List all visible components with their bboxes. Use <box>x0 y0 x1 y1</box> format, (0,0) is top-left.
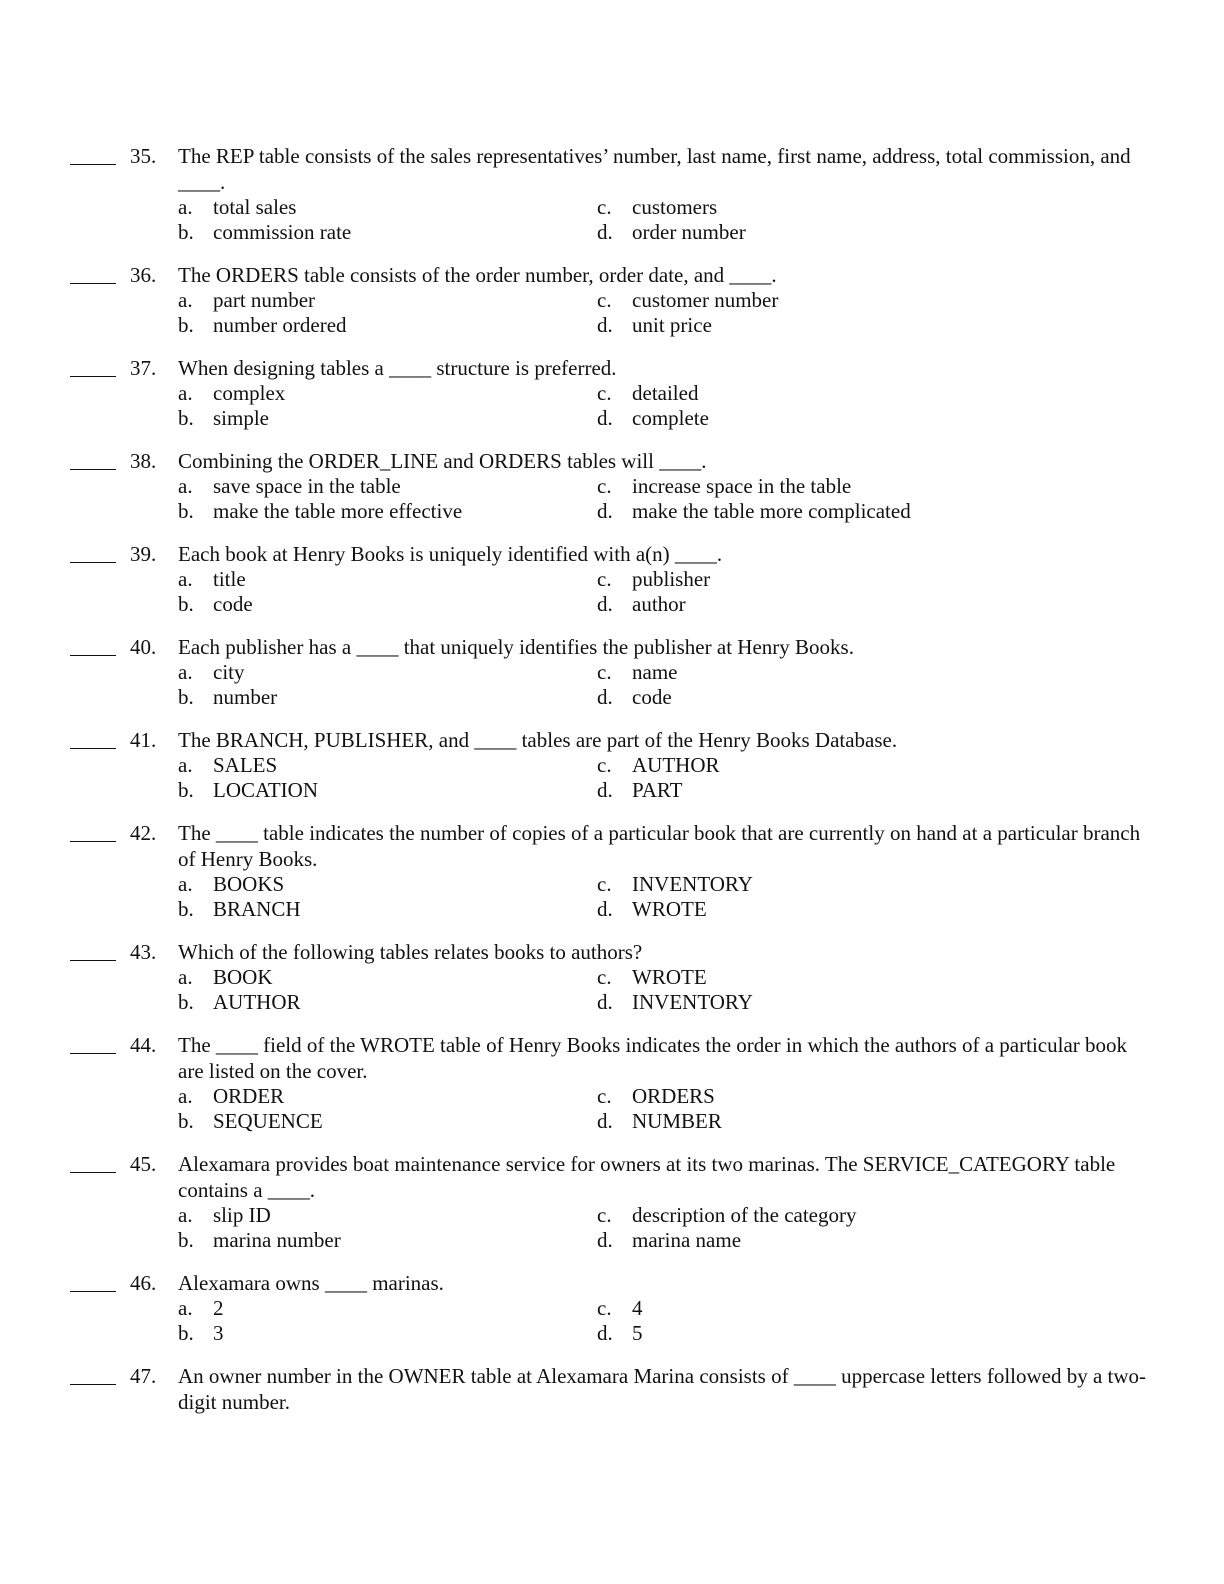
question-stem <box>0 541 1224 567</box>
answer-option <box>178 1321 597 1346</box>
option-text: number ordered <box>213 313 347 337</box>
answer-option <box>178 567 597 592</box>
question-item <box>0 448 1224 524</box>
option-text: commission rate <box>213 220 352 244</box>
question-item <box>0 1270 1224 1346</box>
answer-options <box>178 474 1148 524</box>
question-number: 44. <box>130 1033 157 1057</box>
answer-option <box>597 592 1017 617</box>
option-text: SALES <box>213 753 278 777</box>
question-stem <box>0 727 1224 753</box>
answer-blank[interactable] <box>70 1053 116 1054</box>
option-text: marina number <box>213 1228 341 1252</box>
option-letter: d. <box>597 499 613 523</box>
option-text: complete <box>632 406 709 430</box>
option-letter: c. <box>597 288 612 312</box>
answer-option <box>178 381 597 406</box>
option-letter: a. <box>178 381 193 405</box>
question-number: 45. <box>130 1152 157 1176</box>
answer-options <box>178 660 1148 710</box>
option-letter: d. <box>597 685 613 709</box>
answer-option <box>178 1109 597 1134</box>
question-text: Combining the ORDER_LINE and ORDERS tables will ____. <box>178 449 707 473</box>
option-letter: b. <box>178 406 194 430</box>
option-text: author <box>632 592 686 616</box>
option-letter: a. <box>178 1203 193 1227</box>
answer-option <box>597 778 1017 803</box>
answer-option <box>178 1084 597 1109</box>
option-text: slip ID <box>213 1203 271 1227</box>
question-number: 47. <box>130 1364 157 1388</box>
answer-options <box>178 567 1148 617</box>
answer-option <box>178 313 597 338</box>
option-text: marina name <box>632 1228 742 1252</box>
option-text: total sales <box>213 195 297 219</box>
option-text: NUMBER <box>632 1109 722 1133</box>
answer-options <box>178 872 1148 922</box>
question-item <box>0 262 1224 338</box>
question-text: Alexamara provides boat maintenance service for owners at its two marinas. The SERVICE_CATEGORY table contains a ____. <box>178 1152 1116 1202</box>
option-letter: d. <box>597 990 613 1014</box>
answer-option <box>178 406 597 431</box>
option-letter: d. <box>597 1228 613 1252</box>
option-letter: c. <box>597 660 612 684</box>
answer-option <box>178 778 597 803</box>
answer-options <box>178 381 1148 431</box>
question-item <box>0 634 1224 710</box>
answer-option <box>178 660 597 685</box>
answer-options <box>178 195 1148 245</box>
answer-option <box>597 660 1017 685</box>
option-letter: c. <box>597 1296 612 1320</box>
option-letter: b. <box>178 897 194 921</box>
answer-option <box>597 685 1017 710</box>
answer-option <box>178 965 597 990</box>
option-letter: a. <box>178 288 193 312</box>
option-letter: b. <box>178 1228 194 1252</box>
question-number: 35. <box>130 144 157 168</box>
option-text: increase space in the table <box>632 474 852 498</box>
option-text: SEQUENCE <box>213 1109 323 1133</box>
answer-option <box>178 1228 597 1253</box>
question-text: An owner number in the OWNER table at Alexamara Marina consists of ____ uppercase letters followed by a two-digit number. <box>178 1364 1147 1414</box>
answer-option <box>178 1203 597 1228</box>
option-text: description of the category <box>632 1203 857 1227</box>
question-text: When designing tables a ____ structure is preferred. <box>178 356 617 380</box>
answer-options <box>178 1084 1148 1134</box>
answer-option <box>597 897 1017 922</box>
exam-page <box>0 143 1224 1432</box>
answer-option <box>597 965 1017 990</box>
question-stem <box>0 1363 1224 1415</box>
answer-option <box>597 1203 1017 1228</box>
question-stem <box>0 262 1224 288</box>
option-text: name <box>632 660 678 684</box>
answer-option <box>178 685 597 710</box>
question-text: The ORDERS table consists of the order number, order date, and ____. <box>178 263 777 287</box>
answer-blank[interactable] <box>70 841 116 842</box>
option-letter: c. <box>597 474 612 498</box>
question-number: 43. <box>130 940 157 964</box>
question-text: Which of the following tables relates books to authors? <box>178 940 643 964</box>
answer-option <box>597 567 1017 592</box>
option-letter: b. <box>178 685 194 709</box>
option-letter: b. <box>178 1321 194 1345</box>
option-letter: d. <box>597 592 613 616</box>
option-text: LOCATION <box>213 778 318 802</box>
answer-option <box>597 1084 1017 1109</box>
option-text: ORDER <box>213 1084 285 1108</box>
option-text: BRANCH <box>213 897 301 921</box>
question-text: The REP table consists of the sales representatives’ number, last name, first name, address, total commission, and ____. <box>178 144 1131 194</box>
option-text: BOOK <box>213 965 273 989</box>
question-number: 36. <box>130 263 157 287</box>
option-letter: d. <box>597 778 613 802</box>
answer-blank[interactable] <box>70 283 116 284</box>
question-stem <box>0 448 1224 474</box>
option-text: customer number <box>632 288 779 312</box>
option-text: BOOKS <box>213 872 285 896</box>
option-letter: b. <box>178 313 194 337</box>
answer-blank[interactable] <box>70 748 116 749</box>
option-letter: c. <box>597 753 612 777</box>
question-item <box>0 355 1224 431</box>
option-text: INVENTORY <box>632 990 753 1014</box>
question-stem <box>0 355 1224 381</box>
answer-blank[interactable] <box>70 1172 116 1173</box>
option-text: publisher <box>632 567 711 591</box>
answer-blank[interactable] <box>70 562 116 563</box>
question-number: 39. <box>130 542 157 566</box>
answer-option <box>178 499 597 524</box>
question-text: Each book at Henry Books is uniquely identified with a(n) ____. <box>178 542 723 566</box>
answer-option <box>178 990 597 1015</box>
answer-options <box>178 288 1148 338</box>
answer-option <box>597 220 1017 245</box>
option-text: AUTHOR <box>632 753 720 777</box>
option-letter: b. <box>178 990 194 1014</box>
question-item <box>0 939 1224 1015</box>
option-letter: b. <box>178 1109 194 1133</box>
option-text: order number <box>632 220 746 244</box>
answer-option <box>178 474 597 499</box>
option-text: title <box>213 567 246 591</box>
option-letter: a. <box>178 474 193 498</box>
answer-option <box>178 288 597 313</box>
option-text: 3 <box>213 1321 224 1345</box>
option-letter: a. <box>178 1084 193 1108</box>
answer-blank[interactable] <box>70 469 116 470</box>
question-text: Alexamara owns ____ marinas. <box>178 1271 444 1295</box>
question-item <box>0 1032 1224 1134</box>
answer-option <box>597 1321 1017 1346</box>
answer-option <box>597 872 1017 897</box>
question-item <box>0 143 1224 245</box>
question-stem <box>0 1270 1224 1296</box>
answer-option <box>178 872 597 897</box>
answer-option <box>178 1296 597 1321</box>
option-text: code <box>213 592 253 616</box>
answer-option <box>597 1296 1017 1321</box>
answer-blank[interactable] <box>70 164 116 165</box>
answer-option <box>178 897 597 922</box>
answer-options <box>178 965 1148 1015</box>
question-number: 40. <box>130 635 157 659</box>
option-text: INVENTORY <box>632 872 753 896</box>
option-text: make the table more complicated <box>632 499 911 523</box>
answer-option <box>178 195 597 220</box>
question-stem <box>0 1151 1224 1203</box>
option-text: 4 <box>632 1296 643 1320</box>
option-text: complex <box>213 381 286 405</box>
answer-option <box>597 381 1017 406</box>
question-item <box>0 727 1224 803</box>
option-text: WROTE <box>632 897 707 921</box>
option-letter: b. <box>178 499 194 523</box>
option-letter: b. <box>178 778 194 802</box>
answer-option <box>597 313 1017 338</box>
option-letter: d. <box>597 406 613 430</box>
question-text: The ____ field of the WROTE table of Henry Books indicates the order in which the authors of a particular book are listed on the cover. <box>178 1033 1128 1083</box>
question-number: 41. <box>130 728 157 752</box>
answer-option <box>178 592 597 617</box>
option-letter: c. <box>597 195 612 219</box>
option-text: code <box>632 685 672 709</box>
option-letter: b. <box>178 220 194 244</box>
option-text: ORDERS <box>632 1084 715 1108</box>
option-text: unit price <box>632 313 712 337</box>
answer-option <box>178 220 597 245</box>
option-letter: a. <box>178 195 193 219</box>
question-list <box>0 143 1224 1415</box>
option-text: AUTHOR <box>213 990 301 1014</box>
question-text: The BRANCH, PUBLISHER, and ____ tables are part of the Henry Books Database. <box>178 728 898 752</box>
option-text: part number <box>213 288 316 312</box>
option-text: number <box>213 685 278 709</box>
option-letter: c. <box>597 1203 612 1227</box>
option-text: 2 <box>213 1296 224 1320</box>
question-item <box>0 541 1224 617</box>
option-letter: c. <box>597 872 612 896</box>
option-text: PART <box>632 778 683 802</box>
answer-options <box>178 753 1148 803</box>
option-text: 5 <box>632 1321 643 1345</box>
option-text: detailed <box>632 381 699 405</box>
question-stem <box>0 634 1224 660</box>
option-letter: d. <box>597 313 613 337</box>
answer-option <box>597 406 1017 431</box>
option-letter: a. <box>178 753 193 777</box>
answer-blank[interactable] <box>70 960 116 961</box>
answer-option <box>597 474 1017 499</box>
option-letter: a. <box>178 965 193 989</box>
answer-blank[interactable] <box>70 1384 116 1385</box>
question-number: 38. <box>130 449 157 473</box>
question-stem <box>0 820 1224 872</box>
answer-option <box>597 195 1017 220</box>
option-letter: d. <box>597 1109 613 1133</box>
question-stem <box>0 939 1224 965</box>
question-stem <box>0 143 1224 195</box>
option-letter: c. <box>597 965 612 989</box>
option-letter: d. <box>597 220 613 244</box>
answer-options <box>178 1203 1148 1253</box>
option-letter: d. <box>597 897 613 921</box>
answer-option <box>597 288 1017 313</box>
answer-option <box>597 753 1017 778</box>
answer-blank[interactable] <box>70 376 116 377</box>
answer-options <box>178 1296 1148 1346</box>
option-letter: a. <box>178 660 193 684</box>
answer-option <box>597 1228 1017 1253</box>
answer-blank[interactable] <box>70 1291 116 1292</box>
question-text: Each publisher has a ____ that uniquely identifies the publisher at Henry Books. <box>178 635 854 659</box>
option-letter: c. <box>597 381 612 405</box>
option-text: save space in the table <box>213 474 401 498</box>
option-text: make the table more effective <box>213 499 463 523</box>
answer-option <box>597 1109 1017 1134</box>
option-text: city <box>213 660 245 684</box>
question-item <box>0 1151 1224 1253</box>
question-number: 46. <box>130 1271 157 1295</box>
answer-blank[interactable] <box>70 655 116 656</box>
option-letter: a. <box>178 1296 193 1320</box>
option-letter: b. <box>178 592 194 616</box>
option-text: WROTE <box>632 965 707 989</box>
answer-option <box>597 499 1017 524</box>
option-letter: a. <box>178 567 193 591</box>
option-letter: d. <box>597 1321 613 1345</box>
option-text: customers <box>632 195 718 219</box>
question-stem <box>0 1032 1224 1084</box>
answer-option <box>178 753 597 778</box>
question-item <box>0 1363 1224 1415</box>
option-letter: c. <box>597 1084 612 1108</box>
option-letter: c. <box>597 567 612 591</box>
option-letter: a. <box>178 872 193 896</box>
question-number: 37. <box>130 356 157 380</box>
question-item <box>0 820 1224 922</box>
option-text: simple <box>213 406 269 430</box>
question-text: The ____ table indicates the number of copies of a particular book that are currently on hand at a particular branch of Henry Books. <box>178 821 1141 871</box>
question-number: 42. <box>130 821 157 845</box>
answer-option <box>597 990 1017 1015</box>
